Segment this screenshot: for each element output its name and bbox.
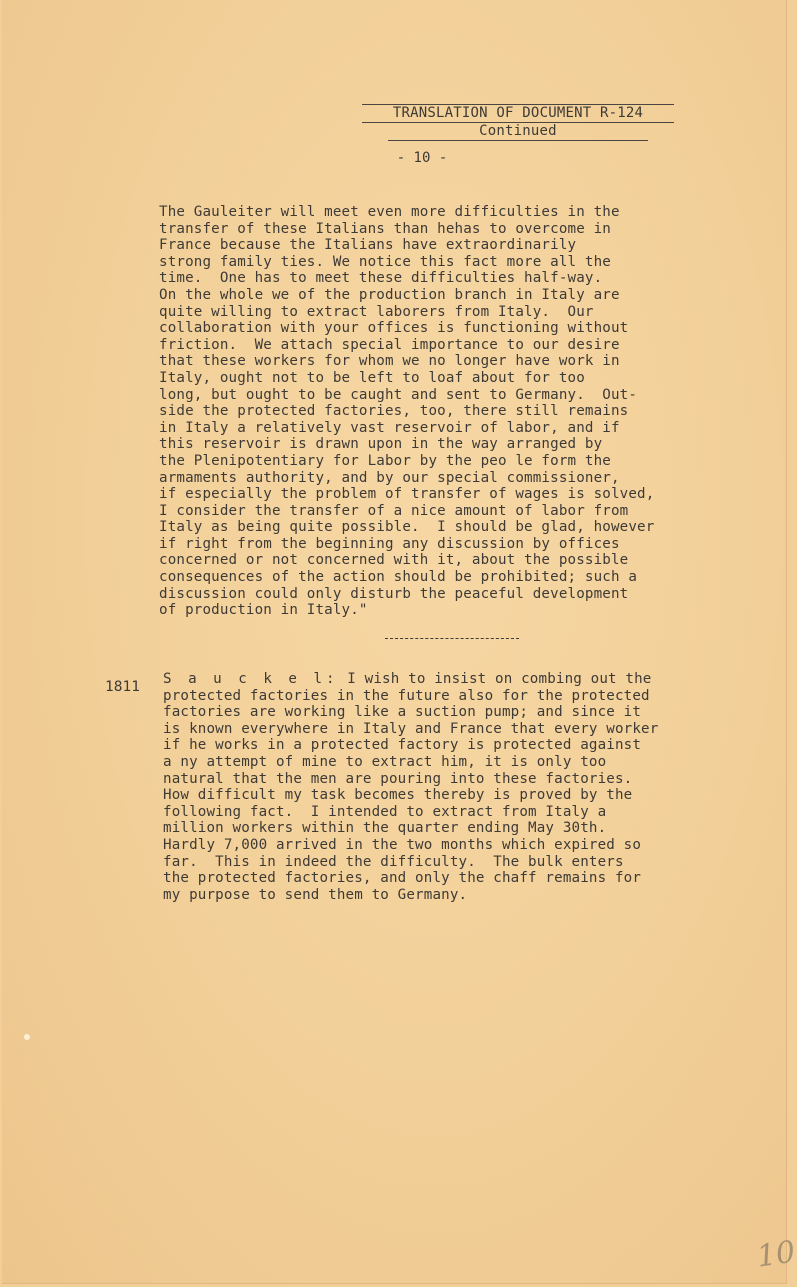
text-line: factories are working like a suction pump; and since it bbox=[163, 704, 642, 721]
punch-hole bbox=[24, 1034, 30, 1040]
document-header bbox=[362, 104, 674, 141]
text-line: transfer of these Italians than hehas to overcome in bbox=[159, 220, 611, 237]
text-line: the Plenipotentiary for Labor by the peo le form the bbox=[159, 452, 611, 469]
text-line: time. One has to meet these difficulties half-way. bbox=[159, 270, 603, 287]
text-line: is known everywhere in Italy and France that every worker bbox=[163, 720, 659, 737]
quoted-text-block bbox=[159, 204, 699, 619]
text-line: France because the Italians have extraordinarily bbox=[159, 237, 577, 254]
text-line: the protected factories, and only the chaff remains for bbox=[163, 870, 642, 887]
text-line: in Italy a relatively vast reservoir of labor, and if bbox=[159, 419, 620, 436]
text-line: far. This in indeed the difficulty. The bulk enters bbox=[163, 853, 624, 870]
text-line: that these workers for whom we no longer have work in bbox=[159, 353, 620, 370]
text-line: long, but ought to be caught and sent to Germany. Out- bbox=[159, 386, 638, 403]
text-line: strong family ties. We notice this fact more all the bbox=[159, 253, 611, 270]
speech-block bbox=[163, 671, 723, 903]
text-line: discussion could only disturb the peaceful development bbox=[159, 585, 629, 602]
text-line: Italy as being quite possible. I should be glad, however bbox=[159, 519, 655, 536]
text-line: On the whole we of the production branch in Italy are bbox=[159, 286, 620, 303]
speaker-name: S a u c k e l: bbox=[163, 671, 339, 687]
text-line: How difficult my task becomes thereby is proved by the bbox=[163, 787, 633, 804]
document-page bbox=[2, 0, 797, 1284]
transcript-line-number: 1811 bbox=[105, 679, 140, 695]
text-line: friction. We attach special importance to our desire bbox=[159, 336, 620, 353]
text-line: if right from the beginning any discussion by offices bbox=[159, 535, 620, 552]
text-line: million workers within the quarter ending May 30th. bbox=[163, 820, 607, 837]
document-subtitle: Continued bbox=[388, 123, 648, 141]
text-line: The Gauleiter will meet even more difficulties in the bbox=[159, 204, 620, 220]
text-line: natural that the men are pouring into these factories. bbox=[163, 770, 633, 787]
document-title: TRANSLATION OF DOCUMENT R-124 bbox=[362, 104, 674, 123]
text-line: quite willing to extract laborers from Italy. Our bbox=[159, 303, 594, 320]
section-divider bbox=[385, 638, 519, 639]
text-line: I consider the transfer of a nice amount of labor from bbox=[159, 502, 629, 519]
text-line: Hardly 7,000 arrived in the two months which expired so bbox=[163, 836, 642, 853]
text-line: armaments authority, and by our special commissioner, bbox=[159, 469, 620, 486]
text-line: a ny attempt of mine to extract him, it is only too bbox=[163, 753, 607, 770]
text-line: side the protected factories, too, there still remains bbox=[159, 403, 629, 420]
text-line: this reservoir is drawn upon in the way arranged by bbox=[159, 436, 603, 453]
text-line: collaboration with your offices is functioning without bbox=[159, 320, 629, 337]
text-line: if especially the problem of transfer of wages is solved, bbox=[159, 486, 655, 503]
text-line: following fact. I intended to extract from Italy a bbox=[163, 803, 607, 820]
speech-first-line bbox=[163, 671, 723, 688]
text-line: my purpose to send them to Germany. bbox=[163, 886, 468, 903]
text-line: consequences of the action should be prohibited; such a bbox=[159, 569, 638, 586]
page-number: - 10 - bbox=[396, 150, 448, 166]
text-line: I wish to insist on combing out the bbox=[338, 671, 652, 687]
text-line: if he works in a protected factory is protected against bbox=[163, 737, 642, 754]
text-line: protected factories in the future also for the protected bbox=[163, 687, 650, 704]
text-line: of production in Italy." bbox=[159, 602, 368, 619]
handwritten-page-number: 10 bbox=[754, 1234, 797, 1275]
text-line: concerned or not concerned with it, about the possible bbox=[159, 552, 629, 569]
text-line: Italy, ought not to be left to loaf about for too bbox=[159, 369, 585, 386]
